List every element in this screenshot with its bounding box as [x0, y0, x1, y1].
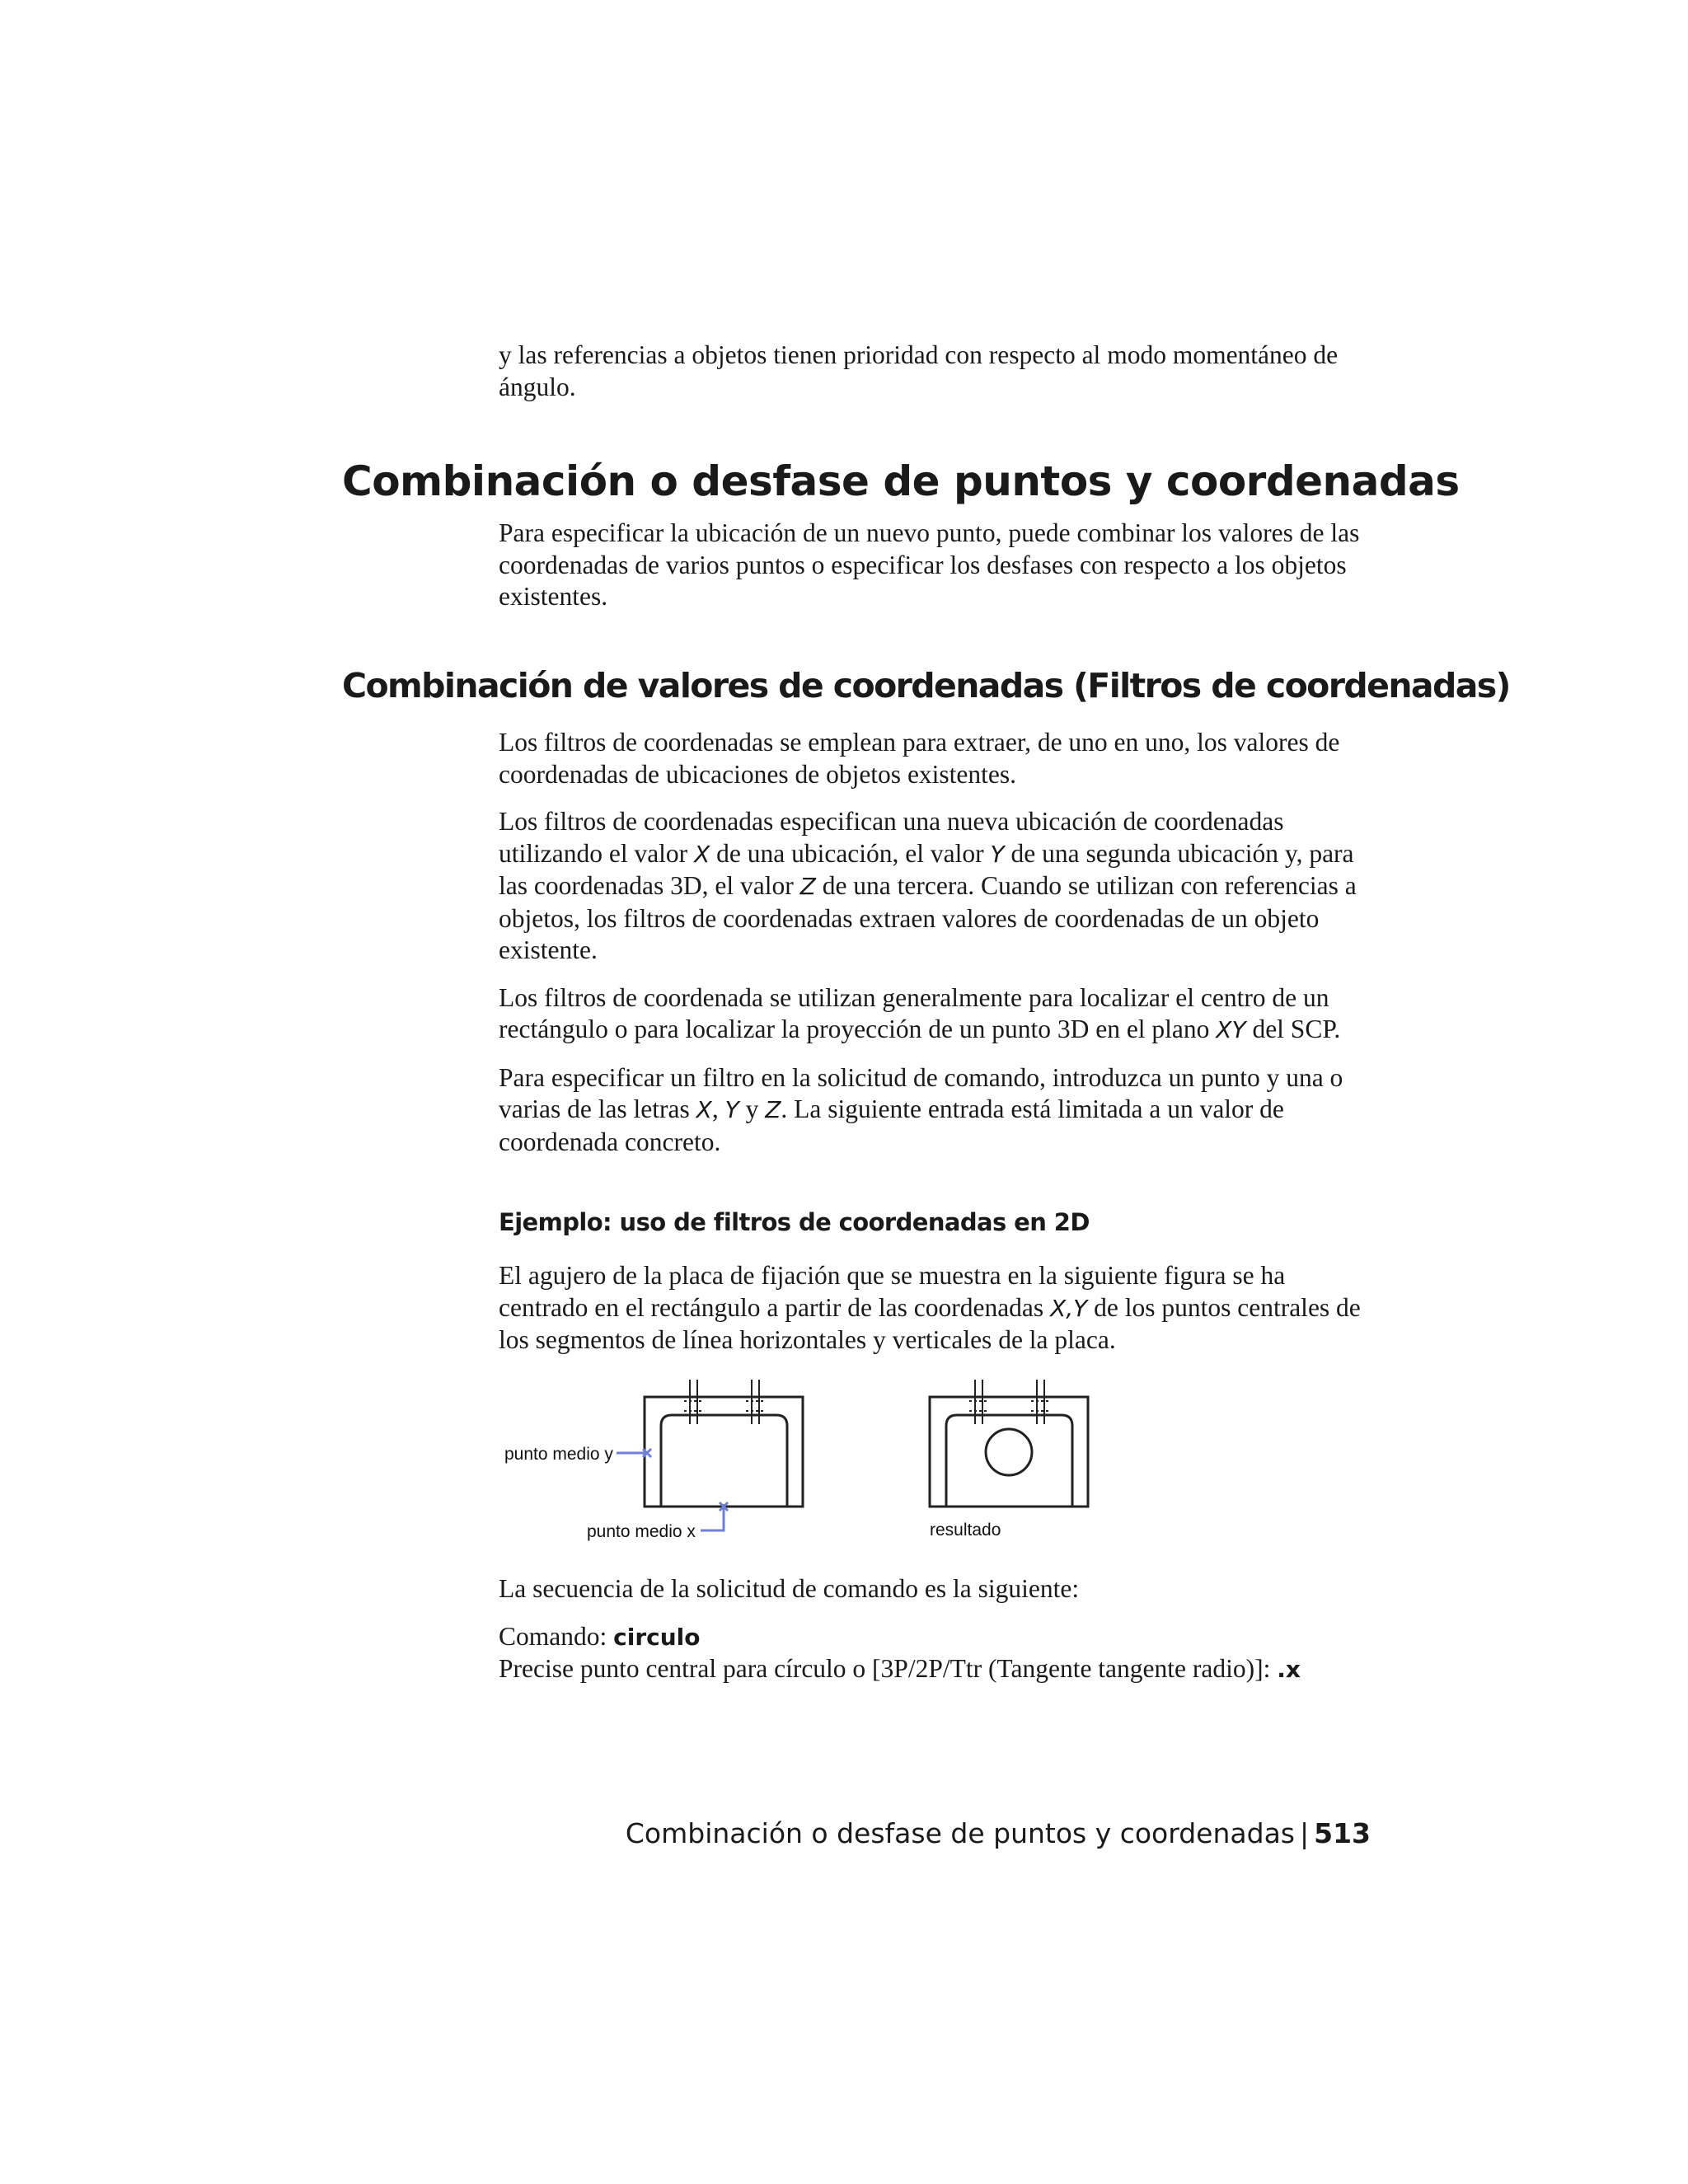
leader-mid-y — [617, 1449, 651, 1457]
command-line: Comando: circulo — [499, 1621, 701, 1651]
footer-separator: | — [1299, 1817, 1310, 1849]
prompt-line: Precise punto central para círculo o [3P/2P/Ttr (Tangente tangente radio)]: .x — [499, 1654, 1301, 1683]
subsection-heading: Combinación de valores de coordenadas (Filtros de coordenadas) — [342, 666, 1510, 705]
sequence-intro: La secuencia de la solicitud de comando es la siguiente: — [499, 1574, 1080, 1603]
label-result: resultado — [930, 1521, 1001, 1540]
footer-title: Combinación o desfase de puntos y coordenadas — [625, 1817, 1295, 1849]
example-heading: Ejemplo: uso de filtros de coordenadas en 2D — [499, 1208, 1090, 1236]
section-intro — [499, 518, 1372, 613]
section-heading: Combinación o desfase de puntos y coordenadas — [342, 457, 1460, 505]
paragraph-2: Los filtros de coordenadas especifican una nueva ubicación de coordenadas utilizando el valor X de una ubicación, el valor Y de una segunda ubicación y, para las coordenadas 3D, el valor Z de una tercera. Cuando se utilizan con referencias a objetos, los filtros de coordenadas extraen valores de coordenadas de un objeto existente. — [499, 807, 1357, 964]
plate-result — [930, 1380, 1088, 1507]
plate-figure — [495, 1368, 1104, 1549]
paragraph-1: Los filtros de coordenadas se emplean para extraer, de uno en uno, los valores de coordenadas de ubicaciones de objetos existentes. — [499, 728, 1340, 789]
paragraph-4: Para especificar un filtro en la solicitud de comando, introduzca un punto y una o varias de las letras X, Y y Z. La siguiente entrada está limitada a un valor de coordenada concreto. — [499, 1062, 1343, 1156]
subsection-body — [499, 727, 1372, 1158]
continuation-paragraph — [499, 340, 1372, 403]
result-hole-circle — [986, 1429, 1032, 1475]
label-mid-y: punto medio y — [504, 1445, 613, 1464]
example-paragraph: El agujero de la placa de fijación que se muestra en la siguiente figura se ha centrado en el rectángulo a partir de las coordenadas X,Y de los puntos centrales de los segmentos de línea horizontales y verticales de la placa. — [499, 1261, 1361, 1354]
paragraph-3: Los filtros de coordenada se utilizan generalmente para localizar el centro de un rectángulo o para localizar la proyección de un punto 3D en el plano XY del SCP. — [499, 982, 1341, 1043]
section-intro-text: Para especificar la ubicación de un nuevo punto, puede combinar los valores de las coordenadas de varios puntos o especificar los desfases con respecto a los objetos existentes. — [499, 518, 1360, 611]
continuation-text: y las referencias a objetos tienen prioridad con respecto al modo momentáneo de ángulo. — [499, 340, 1339, 401]
command-sequence — [499, 1573, 1372, 1686]
label-mid-x: punto medio x — [587, 1522, 696, 1541]
page-number: 513 — [1314, 1817, 1371, 1849]
plate-before — [645, 1380, 803, 1507]
page-footer — [626, 1817, 1371, 1849]
